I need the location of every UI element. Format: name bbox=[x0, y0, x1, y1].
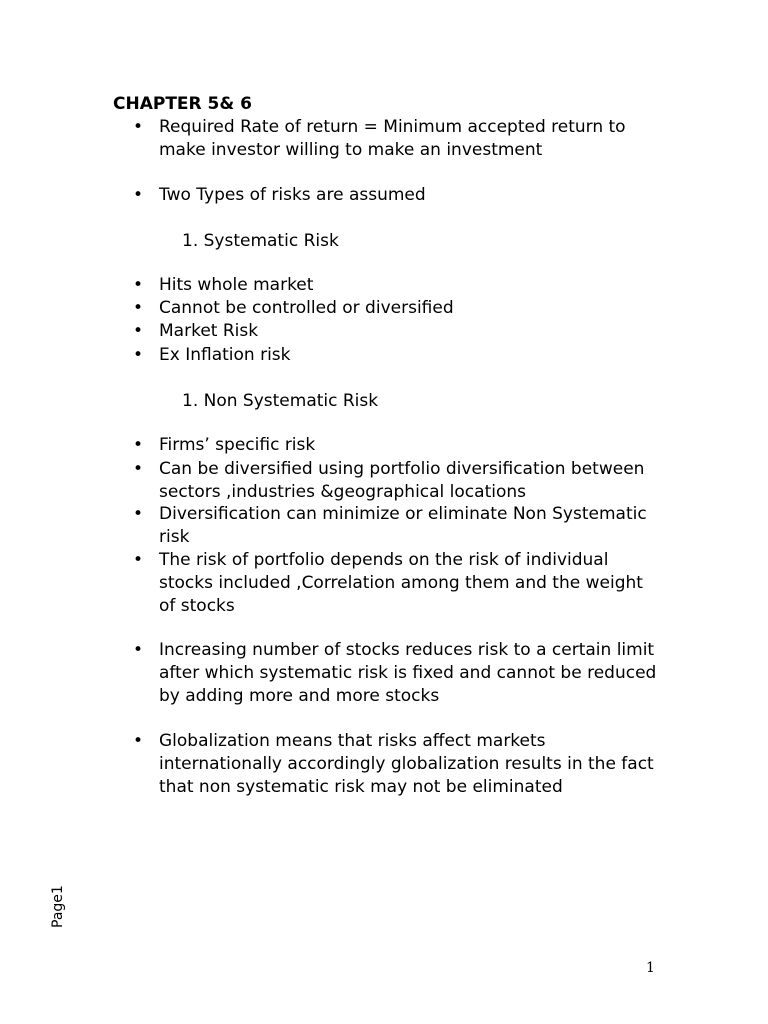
bullet-required-return: • Required Rate of return = Minimum accepted return to make investor willing to make an investment bbox=[159, 116, 659, 162]
bullet-risk-types: • Two Types of risks are assumed bbox=[159, 184, 659, 207]
side-page-label: Page1 bbox=[50, 885, 66, 928]
bullet-closing-1: • Increasing number of stocks reduces risk to a certain limit after which systematic risk is fixed and cannot be reduced by adding more and more stocks bbox=[159, 639, 659, 708]
bullet-systematic-4: • Ex Inflation risk bbox=[159, 344, 659, 367]
bullet-systematic-3: • Market Risk bbox=[159, 320, 659, 343]
systematic-risk-title: 1. Systematic Risk bbox=[182, 231, 339, 251]
bullet-non-systematic-4: • The risk of portfolio depends on the risk of individual stocks included ,Correlation among them and the weight of stocks bbox=[159, 549, 659, 618]
page-number: 1 bbox=[646, 960, 655, 976]
bullet-non-systematic-1: • Firms’ specific risk bbox=[159, 434, 659, 457]
bullet-closing-2: • Globalization means that risks affect markets internationally accordingly globalization results in the fact that non systematic risk may not be eliminated bbox=[159, 730, 659, 799]
bullet-systematic-1: • Hits whole market bbox=[159, 274, 659, 297]
bullet-non-systematic-3: • Diversification can minimize or eliminate Non Systematic risk bbox=[159, 503, 659, 549]
bullet-non-systematic-2: • Can be diversified using portfolio diversification between sectors ,industries &geographical locations bbox=[159, 458, 659, 504]
chapter-heading: CHAPTER 5& 6 bbox=[113, 94, 252, 114]
non-systematic-risk-title: 1. Non Systematic Risk bbox=[182, 391, 379, 411]
bullet-systematic-2: • Cannot be controlled or diversified bbox=[159, 297, 659, 320]
